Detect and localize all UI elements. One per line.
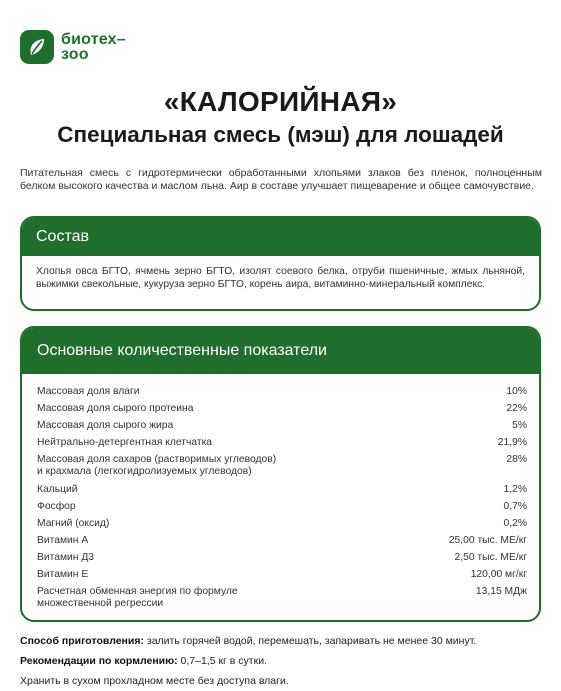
indicator-name-line: Магний (оксид) [37,518,110,529]
brand-logo [20,30,126,64]
indicator-name-line: Массовая доля сырого протеина [37,403,194,414]
indicator-value: 120,00 мг/кг [470,569,527,580]
indicator-name-line: Витамин А [37,535,89,546]
indicator-row [37,437,527,454]
indicator-value: 5% [512,420,527,431]
composition-card [20,216,541,311]
indicator-value: 10% [506,386,527,397]
indicator-value: 0,7% [503,501,527,512]
preparation-line [20,635,545,647]
indicators-heading: Основные количественные показатели [22,328,539,374]
indicator-name [37,586,238,610]
indicator-name [37,437,212,449]
indicator-name [37,484,78,496]
indicator-name-line: Массовая доля сырого жира [37,420,174,431]
indicator-row [37,501,527,518]
product-subtitle: Специальная смесь (мэш) для лошадей [57,122,504,147]
storage-note: Хранить в сухом прохладном месте без доступа влаги. [20,675,289,687]
product-title: «КАЛОРИЙНАЯ» [163,86,398,117]
indicator-row [37,420,527,437]
leaf-logo-icon [20,30,54,64]
indicator-name [37,501,76,513]
indicator-row [37,484,527,501]
preparation-text: залить горячей водой, перемешать, запаривать не менее 30 минут. [143,635,477,647]
indicator-row [37,586,527,610]
indicator-value: 13,15 МДж [475,586,527,597]
product-description: Питательная смесь с гидротермически обработанными хлопьями злаков без пленок, полноценным белком высокого качества и маслом льна. Аир в составе улучшает пищеварение и общее самочувствие. [20,167,542,192]
indicator-name-line2: множественной регрессии [37,598,164,609]
indicator-row [37,454,527,484]
indicator-value: 21,9% [497,437,527,448]
feeding-label: Рекомендации по кормлению: [20,655,178,667]
indicator-value: 25,00 тыс. МЕ/кг [448,535,527,546]
indicator-value: 0,2% [503,518,527,529]
indicator-name-line: Массовая доля влаги [37,386,140,397]
indicators-card [20,326,541,622]
indicator-name [37,569,88,581]
indicator-row [37,535,527,552]
composition-heading: Состав [22,218,539,256]
indicators-table [37,386,527,610]
indicator-name-line: Расчетная обменная энергия по формуле [37,586,238,597]
indicator-value: 28% [506,454,527,465]
indicator-value: 1,2% [503,484,527,495]
indicator-row [37,386,527,403]
indicator-row [37,552,527,569]
indicator-row [37,518,527,535]
indicator-name [37,518,109,530]
brand-name-line2: зоо [61,46,89,63]
indicator-name [37,535,88,547]
feeding-line [20,655,545,667]
indicator-value: 2,50 тыс. МЕ/кг [454,552,527,563]
indicator-name-line2: и крахмала (легкогидролизуемых углеводов) [37,466,252,477]
indicator-value: 22% [506,403,527,414]
brand-name [61,32,126,62]
composition-text: Хлопья овса БГТО, ячмень зерно БГТО, изолят соевого белка, отруби пшеничные, жмых льняной, выжимки свекольные, кукуруза зерно БГТО, корень аира, витаминно-минеральный комплекс. [36,266,525,290]
indicator-name [37,403,193,415]
indicator-name [37,420,173,432]
indicator-name [37,386,140,398]
feeding-text: 0,7–1,5 кг в сутки. [177,655,267,667]
indicator-name-line: Витамин Е [37,569,89,580]
indicator-name [37,552,94,564]
indicator-name-line: Витамин Д3 [37,552,95,563]
indicator-name-line: Массовая доля сахаров (растворимых углеводов) [37,454,277,465]
indicator-name-line: Кальций [37,484,78,495]
preparation-label: Способ приготовления: [20,635,144,647]
brand-name-line1: биотех– [61,31,126,48]
indicator-name-line: Фосфор [37,501,76,512]
indicator-row [37,403,527,420]
indicator-name [37,454,276,478]
indicator-row [37,569,527,586]
indicator-name-line: Нейтрально-детергентная клетчатка [37,437,213,448]
